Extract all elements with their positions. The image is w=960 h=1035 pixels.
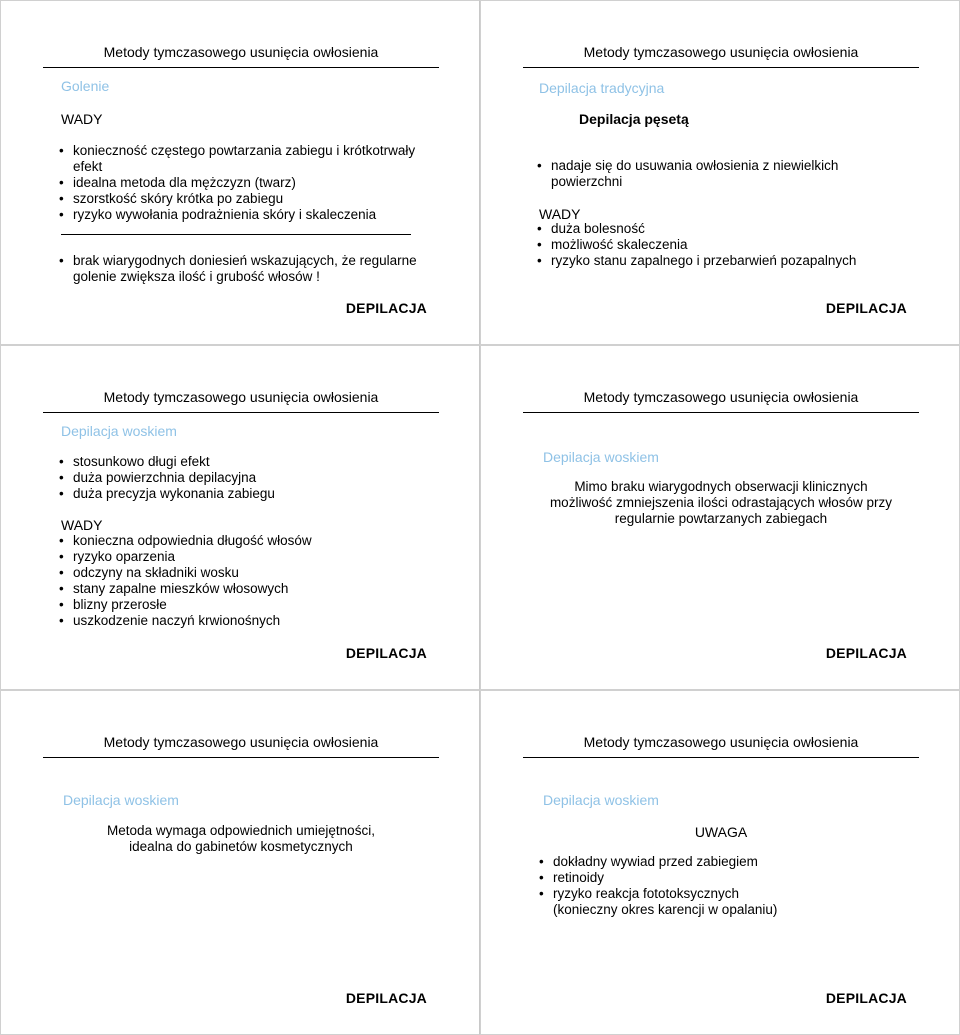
advantages-list [59,454,439,502]
slide-footer: DEPILACJA [345,300,427,316]
drawbacks-list [537,221,917,269]
slide-footer: DEPILACJA [345,990,427,1006]
section-title: Depilacja woskiem [543,449,659,465]
list-item: • brak wiarygodnych doniesień wskazujących, że regularne golenie zwiększa ilość i grubość włosów ! [59,253,419,285]
list-item: • uszkodzenie naczyń krwionośnych [59,613,439,629]
slide-header: Metody tymczasowego usunięcia owłosienia [43,43,439,68]
list-item: • nadaje się do usuwania owłosienia z niewielkich powierzchni [537,158,867,190]
list-item: • duża powierzchnia depilacyjna [59,470,439,486]
list-item: • konieczność częstego powtarzania zabiegu i krótkotrwały efekt [59,143,419,175]
note-text [523,479,919,527]
section-title: Depilacja woskiem [63,792,179,808]
slide-header: Metody tymczasowego usunięcia owłosienia [43,733,439,758]
list-item: • stany zapalne mieszków włosowych [59,581,439,597]
slide-golenie [0,0,480,345]
text-line: Metoda wymaga odpowiednich umiejętności, [107,823,375,838]
list-item: • blizny przerosłe [59,597,439,613]
wady-label: WADY [61,517,103,533]
divider [61,234,411,235]
text-line: idealna do gabinetów kosmetycznych [129,839,353,854]
uwaga-label: UWAGA [694,824,748,840]
drawbacks-list [59,143,419,223]
slide-depilacja-woskiem-1 [0,345,480,690]
section-title: Depilacja woskiem [543,792,659,808]
section-title: Depilacja tradycyjna [539,80,665,96]
warning-list [539,854,919,902]
wady-label: WADY [539,206,581,222]
list-item: • ryzyko oparzenia [59,549,439,565]
list-item: • idealna metoda dla mężczyzn (twarz) [59,175,419,191]
list-item: • duża bolesność [537,221,917,237]
slide-footer: DEPILACJA [825,300,907,316]
list-item: • ryzyko wywołania podrażnienia skóry i skaleczenia [59,207,419,223]
note-text: (konieczny okres karencji w opalaniu) [553,902,778,917]
slide-header: Metody tymczasowego usunięcia owłosienia [523,388,919,413]
list-item: • szorstkość skóry krótka po zabiegu [59,191,419,207]
section-title: Golenie [61,78,110,94]
slide-footer: DEPILACJA [825,645,907,661]
wady-label: WADY [61,111,103,127]
slide-depilacja-woskiem-2 [480,345,960,690]
text-line: możliwość zmniejszenia ilości odrastających włosów przy [549,495,893,510]
list-item: • duża precyzja wykonania zabiegu [59,486,439,502]
list-item: • ryzyko stanu zapalnego i przebarwień pozapalnych [537,253,917,269]
drawbacks-list [59,533,439,629]
slide-footer: DEPILACJA [345,645,427,661]
text-line: Mimo braku wiarygodnych obserwacji klinicznych [574,479,868,494]
list-item: • retinoidy [539,870,919,886]
slide-header: Metody tymczasowego usunięcia owłosienia [43,388,439,413]
list-item: • odczyny na składniki wosku [59,565,439,581]
list-item: • stosunkowo długi efekt [59,454,439,470]
slide-header: Metody tymczasowego usunięcia owłosienia [523,43,919,68]
advantages-list [537,158,867,190]
slide-depilacja-woskiem-4 [480,690,960,1035]
slide-depilacja-tradycyjna [480,0,960,345]
note-text [43,823,439,855]
slide-footer: DEPILACJA [825,990,907,1006]
list-item: • konieczna odpowiednia długość włosów [59,533,439,549]
list-item: • możliwość skaleczenia [537,237,917,253]
slide-header: Metody tymczasowego usunięcia owłosienia [523,733,919,758]
subsection-title: Depilacja pęsetą [579,111,689,127]
note-list [59,253,419,285]
text-line: regularnie powtarzanych zabiegach [614,511,828,526]
list-item: • dokładny wywiad przed zabiegiem [539,854,919,870]
slide-depilacja-woskiem-3 [0,690,480,1035]
list-item: • ryzyko reakcja fototoksycznych [539,886,919,902]
section-title: Depilacja woskiem [61,423,177,439]
